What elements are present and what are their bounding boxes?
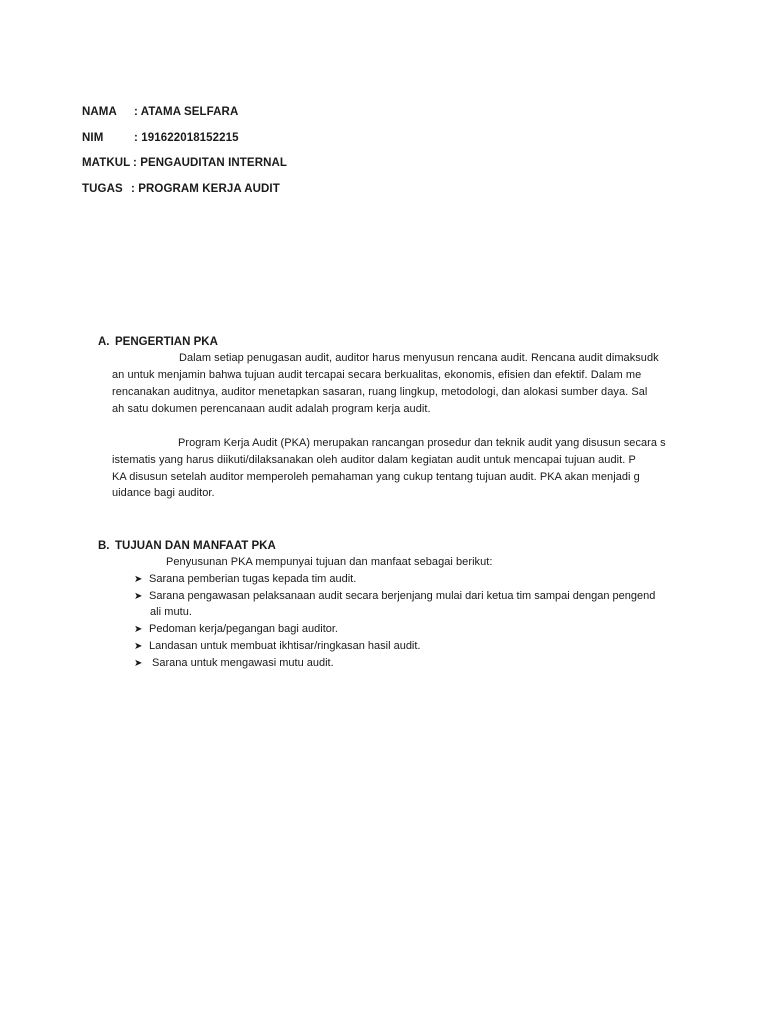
section-b-heading: [98, 540, 276, 552]
list-item: [134, 640, 421, 652]
header-matkul-row: [82, 157, 288, 169]
arrow-bullet-icon: ➤: [134, 624, 143, 635]
header-tugas-row: [82, 183, 280, 195]
header-nama-row: [82, 106, 239, 118]
tugas-label: TUGAS: [82, 183, 123, 195]
section-a-para2-line: KA disusun setelah auditor memperoleh pemahaman yang cukup tentang tujuan audit. PKA akan menjadi g: [112, 471, 640, 483]
section-a-para2-line: Program Kerja Audit (PKA) merupakan rancangan prosedur dan teknik audit yang disusun secara s: [178, 437, 666, 449]
section-a-para1-line: ah satu dokumen perencanaan audit adalah program kerja audit.: [112, 403, 431, 415]
matkul-value: : PENGAUDITAN INTERNAL: [133, 157, 288, 169]
list-item: [134, 623, 338, 635]
arrow-bullet-icon: ➤: [134, 574, 143, 585]
list-item-text: Landasan untuk membuat ikhtisar/ringkasan hasil audit.: [149, 640, 421, 652]
section-b-title: TUJUAN DAN MANFAAT PKA: [115, 540, 276, 552]
section-a-title: PENGERTIAN PKA: [115, 336, 218, 348]
arrow-bullet-icon: ➤: [134, 641, 143, 652]
section-a-para1-line: an untuk menjamin bahwa tujuan audit tercapai secara berkualitas, ekonomis, efisien dan efektif. Dalam me: [112, 369, 642, 381]
section-a-heading: [98, 336, 218, 348]
section-b-letter: B.: [98, 540, 110, 552]
list-item-text: Sarana pemberian tugas kepada tim audit.: [149, 573, 357, 585]
section-a-letter: A.: [98, 336, 110, 348]
section-a-para2-line: uidance bagi auditor.: [112, 487, 215, 499]
nama-value: : ATAMA SELFARA: [134, 106, 239, 118]
header-nim-row: [82, 132, 239, 144]
section-b-intro: Penyusunan PKA mempunyai tujuan dan manfaat sebagai berikut:: [166, 556, 493, 568]
list-item: [134, 590, 655, 602]
matkul-label: MATKUL: [82, 157, 131, 169]
section-a-para2-line: istematis yang harus diikuti/dilaksanakan oleh auditor dalam kegiatan audit untuk mencapai tujuan audit. P: [112, 454, 636, 466]
arrow-bullet-icon: ➤: [134, 591, 143, 602]
arrow-bullet-icon: ➤: [134, 658, 143, 669]
section-a-para1-line: rencanakan auditnya, auditor menetapkan sasaran, ruang lingkup, metodologi, dan alokasi sumber daya. Sal: [112, 386, 648, 398]
list-item-text: Sarana untuk mengawasi mutu audit.: [149, 657, 334, 669]
nim-value: : 191622018152215: [134, 132, 239, 144]
list-item-continuation: ali mutu.: [150, 606, 193, 618]
list-item: [134, 657, 334, 669]
list-item-text: Pedoman kerja/pegangan bagi auditor.: [149, 623, 338, 635]
list-item: [134, 573, 356, 585]
list-item-text: Sarana pengawasan pelaksanaan audit secara berjenjang mulai dari ketua tim sampai dengan pengend: [149, 590, 656, 602]
section-a-para1-line: Dalam setiap penugasan audit, auditor harus menyusun rencana audit. Rencana audit dimaksudk: [179, 352, 659, 364]
tugas-value: : PROGRAM KERJA AUDIT: [131, 183, 280, 195]
nim-label: NIM: [82, 132, 104, 144]
nama-label: NAMA: [82, 106, 117, 118]
